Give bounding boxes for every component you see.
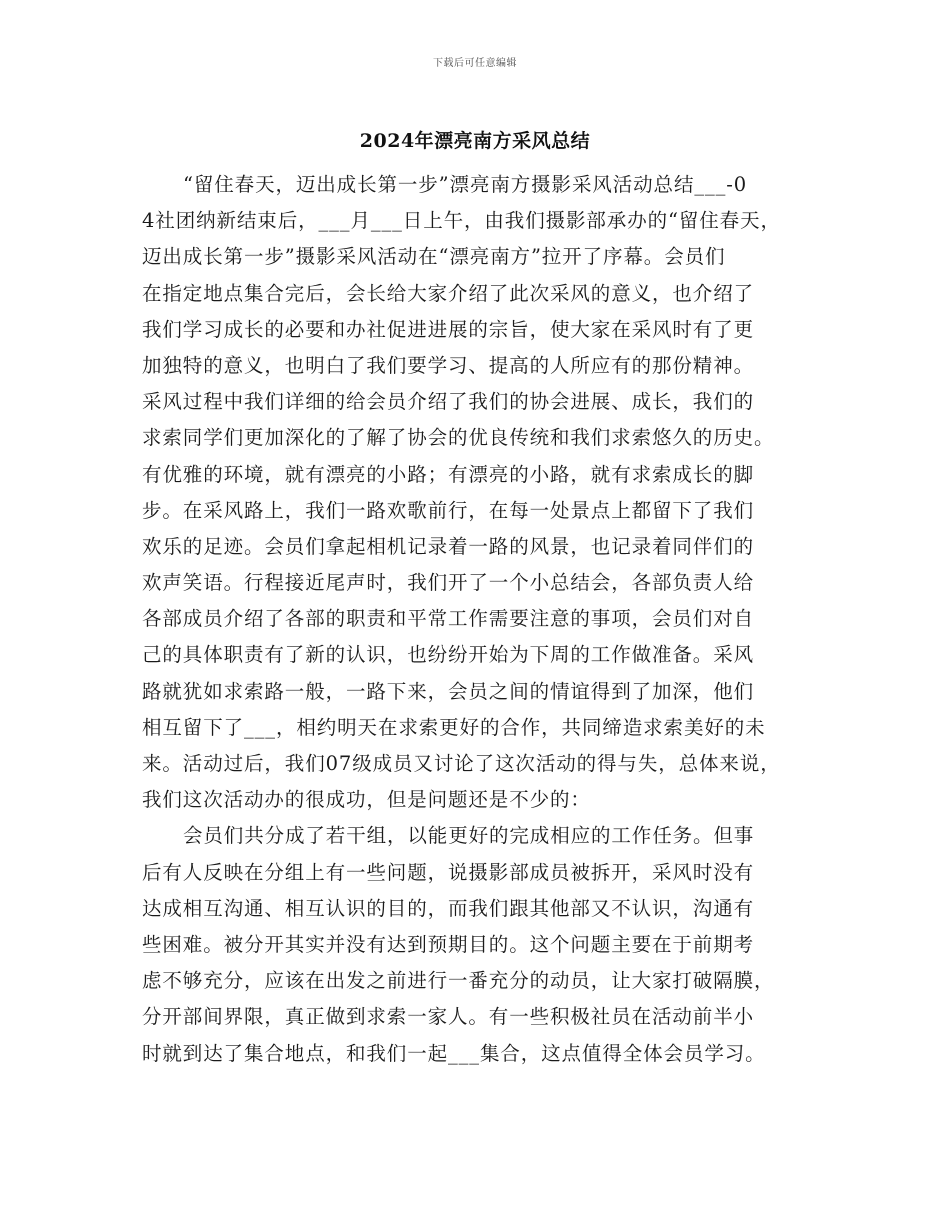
text-line: 采风过程中我们详细的给会员介绍了我们的协会进展、成长，我们的 bbox=[142, 390, 755, 414]
text-line: 我们这次活动办的很成功，但是问题还是不少的： bbox=[142, 788, 591, 812]
text-line: 相互留下了___，相约明天在求索更好的合作，共同缔造求索美好的未 bbox=[142, 715, 766, 739]
text-line: 4社团纳新结束后，___月___日上午，由我们摄影部承办的“留住春天， bbox=[142, 209, 781, 233]
text-line: “留住春天，迈出成长第一步”漂亮南方摄影采风活动总结___-0 bbox=[183, 173, 748, 196]
text-line: 迈出成长第一步”摄影采风活动在“漂亮南方”拉开了序幕。会员们 bbox=[142, 245, 726, 269]
text-line: 在指定地点集合完后，会长给大家介绍了此次采风的意义，也介绍了 bbox=[142, 281, 755, 305]
text-line: 时就到达了集合地点，和我们一起___集合，这点值得全体会员学习。 bbox=[142, 1041, 766, 1065]
text-line: 己的具体职责有了新的认识，也纷纷开始为下周的工作做准备。采风 bbox=[142, 643, 755, 667]
text-line: 欢乐的足迹。会员们拿起相机记录着一路的风景，也记录着同伴们的 bbox=[142, 534, 755, 558]
text-line: 后有人反映在分组上有一些问题，说摄影部成员被拆开，采风时没有 bbox=[142, 860, 755, 884]
text-line: 来。活动过后，我们07级成员又讨论了这次活动的得与失，总体来说， bbox=[142, 752, 781, 775]
text-line: 会员们共分成了若干组，以能更好的完成相应的工作任务。但事 bbox=[183, 824, 755, 848]
text-line: 些困难。被分开其实并没有达到预期目的。这个问题主要在于前期考 bbox=[142, 932, 755, 956]
text-line: 各部成员介绍了各部的职责和平常工作需要注意的事项，会员们对自 bbox=[142, 607, 755, 631]
document-title: 2024年漂亮南方采风总结 bbox=[359, 130, 591, 152]
text-line: 加独特的意义，也明白了我们要学习、提高的人所应有的那份精神。 bbox=[142, 353, 755, 377]
text-line: 虑不够充分，应该在出发之前进行一番充分的动员，让大家打破隔膜， bbox=[142, 969, 775, 993]
document-body bbox=[142, 167, 828, 1072]
text-line: 求索同学们更加深化的了解了协会的优良传统和我们求索悠久的历史。 bbox=[142, 426, 775, 450]
text-line: 路就犹如求索路一般，一路下来，会员之间的情谊得到了加深，他们 bbox=[142, 679, 755, 703]
text-line: 有优雅的环境，就有漂亮的小路；有漂亮的小路，就有求索成长的脚 bbox=[142, 462, 755, 486]
text-line: 分开部间界限，真正做到求索一家人。有一些积极社员在活动前半小 bbox=[142, 1005, 755, 1029]
header-note: 下载后可任意编辑 bbox=[433, 58, 517, 69]
text-line: 达成相互沟通、相互认识的目的，而我们跟其他部又不认识，沟通有 bbox=[142, 896, 755, 920]
text-line: 欢声笑语。行程接近尾声时，我们开了一个小总结会，各部负责人给 bbox=[142, 571, 755, 595]
text-line: 步。在采风路上，我们一路欢歌前行，在每一处景点上都留下了我们 bbox=[142, 498, 755, 522]
text-line: 我们学习成长的必要和办社促进进展的宗旨，使大家在采风时有了更 bbox=[142, 317, 755, 341]
